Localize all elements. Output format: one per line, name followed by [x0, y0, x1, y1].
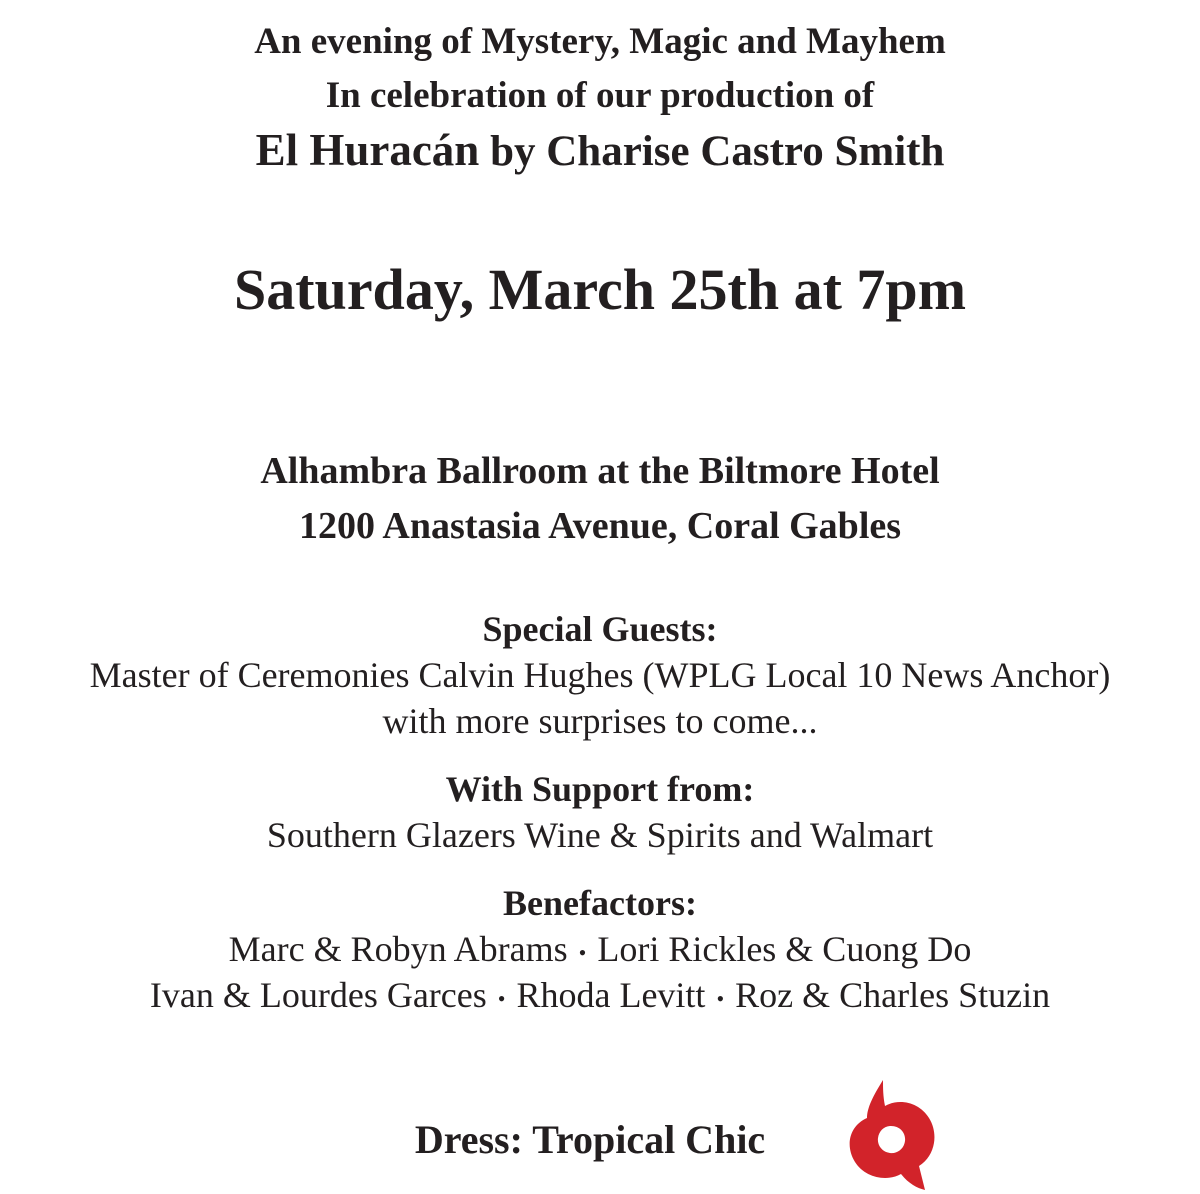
benefactors-row-2: [0, 974, 1200, 1016]
special-guests-line-2: with more surprises to come...: [382, 701, 818, 741]
event-date: Saturday, March 25th at 7pm: [233, 257, 967, 322]
benefactor-name: Ivan & Lourdes Garces: [149, 975, 487, 1015]
benefactors-row-1: [0, 928, 1200, 970]
intro-line-1: An evening of Mystery, Magic and Mayhem: [254, 21, 946, 62]
intro-line-2: In celebration of our production of: [325, 75, 875, 116]
play-title-line: [0, 124, 1200, 176]
bullet-separator: •: [578, 939, 587, 965]
venue-address: 1200 Anastasia Avenue, Coral Gables: [298, 505, 902, 547]
support-sponsors: Southern Glazers Wine & Spirits and Walmart: [266, 815, 934, 855]
benefactor-name: Marc & Robyn Abrams: [228, 929, 568, 969]
venue-name: Alhambra Ballroom at the Biltmore Hotel: [260, 450, 940, 492]
playwright: by Charise Castro Smith: [490, 128, 945, 175]
special-guests-heading: Special Guests:: [482, 609, 718, 649]
special-guests-line-1: Master of Ceremonies Calvin Hughes (WPLG Local 10 News Anchor): [89, 655, 1111, 695]
support-heading: With Support from:: [445, 769, 755, 809]
benefactor-name: Rhoda Levitt: [516, 975, 706, 1015]
bullet-separator: •: [716, 985, 725, 1011]
benefactor-name: Roz & Charles Stuzin: [735, 975, 1051, 1015]
hurricane-icon: [845, 1078, 937, 1192]
benefactors-heading: Benefactors:: [503, 883, 697, 923]
bullet-separator: •: [497, 985, 506, 1011]
dress-code: Dress: Tropical Chic: [414, 1117, 766, 1162]
play-title: El Huracán: [255, 125, 480, 175]
benefactor-name: Lori Rickles & Cuong Do: [597, 929, 972, 969]
